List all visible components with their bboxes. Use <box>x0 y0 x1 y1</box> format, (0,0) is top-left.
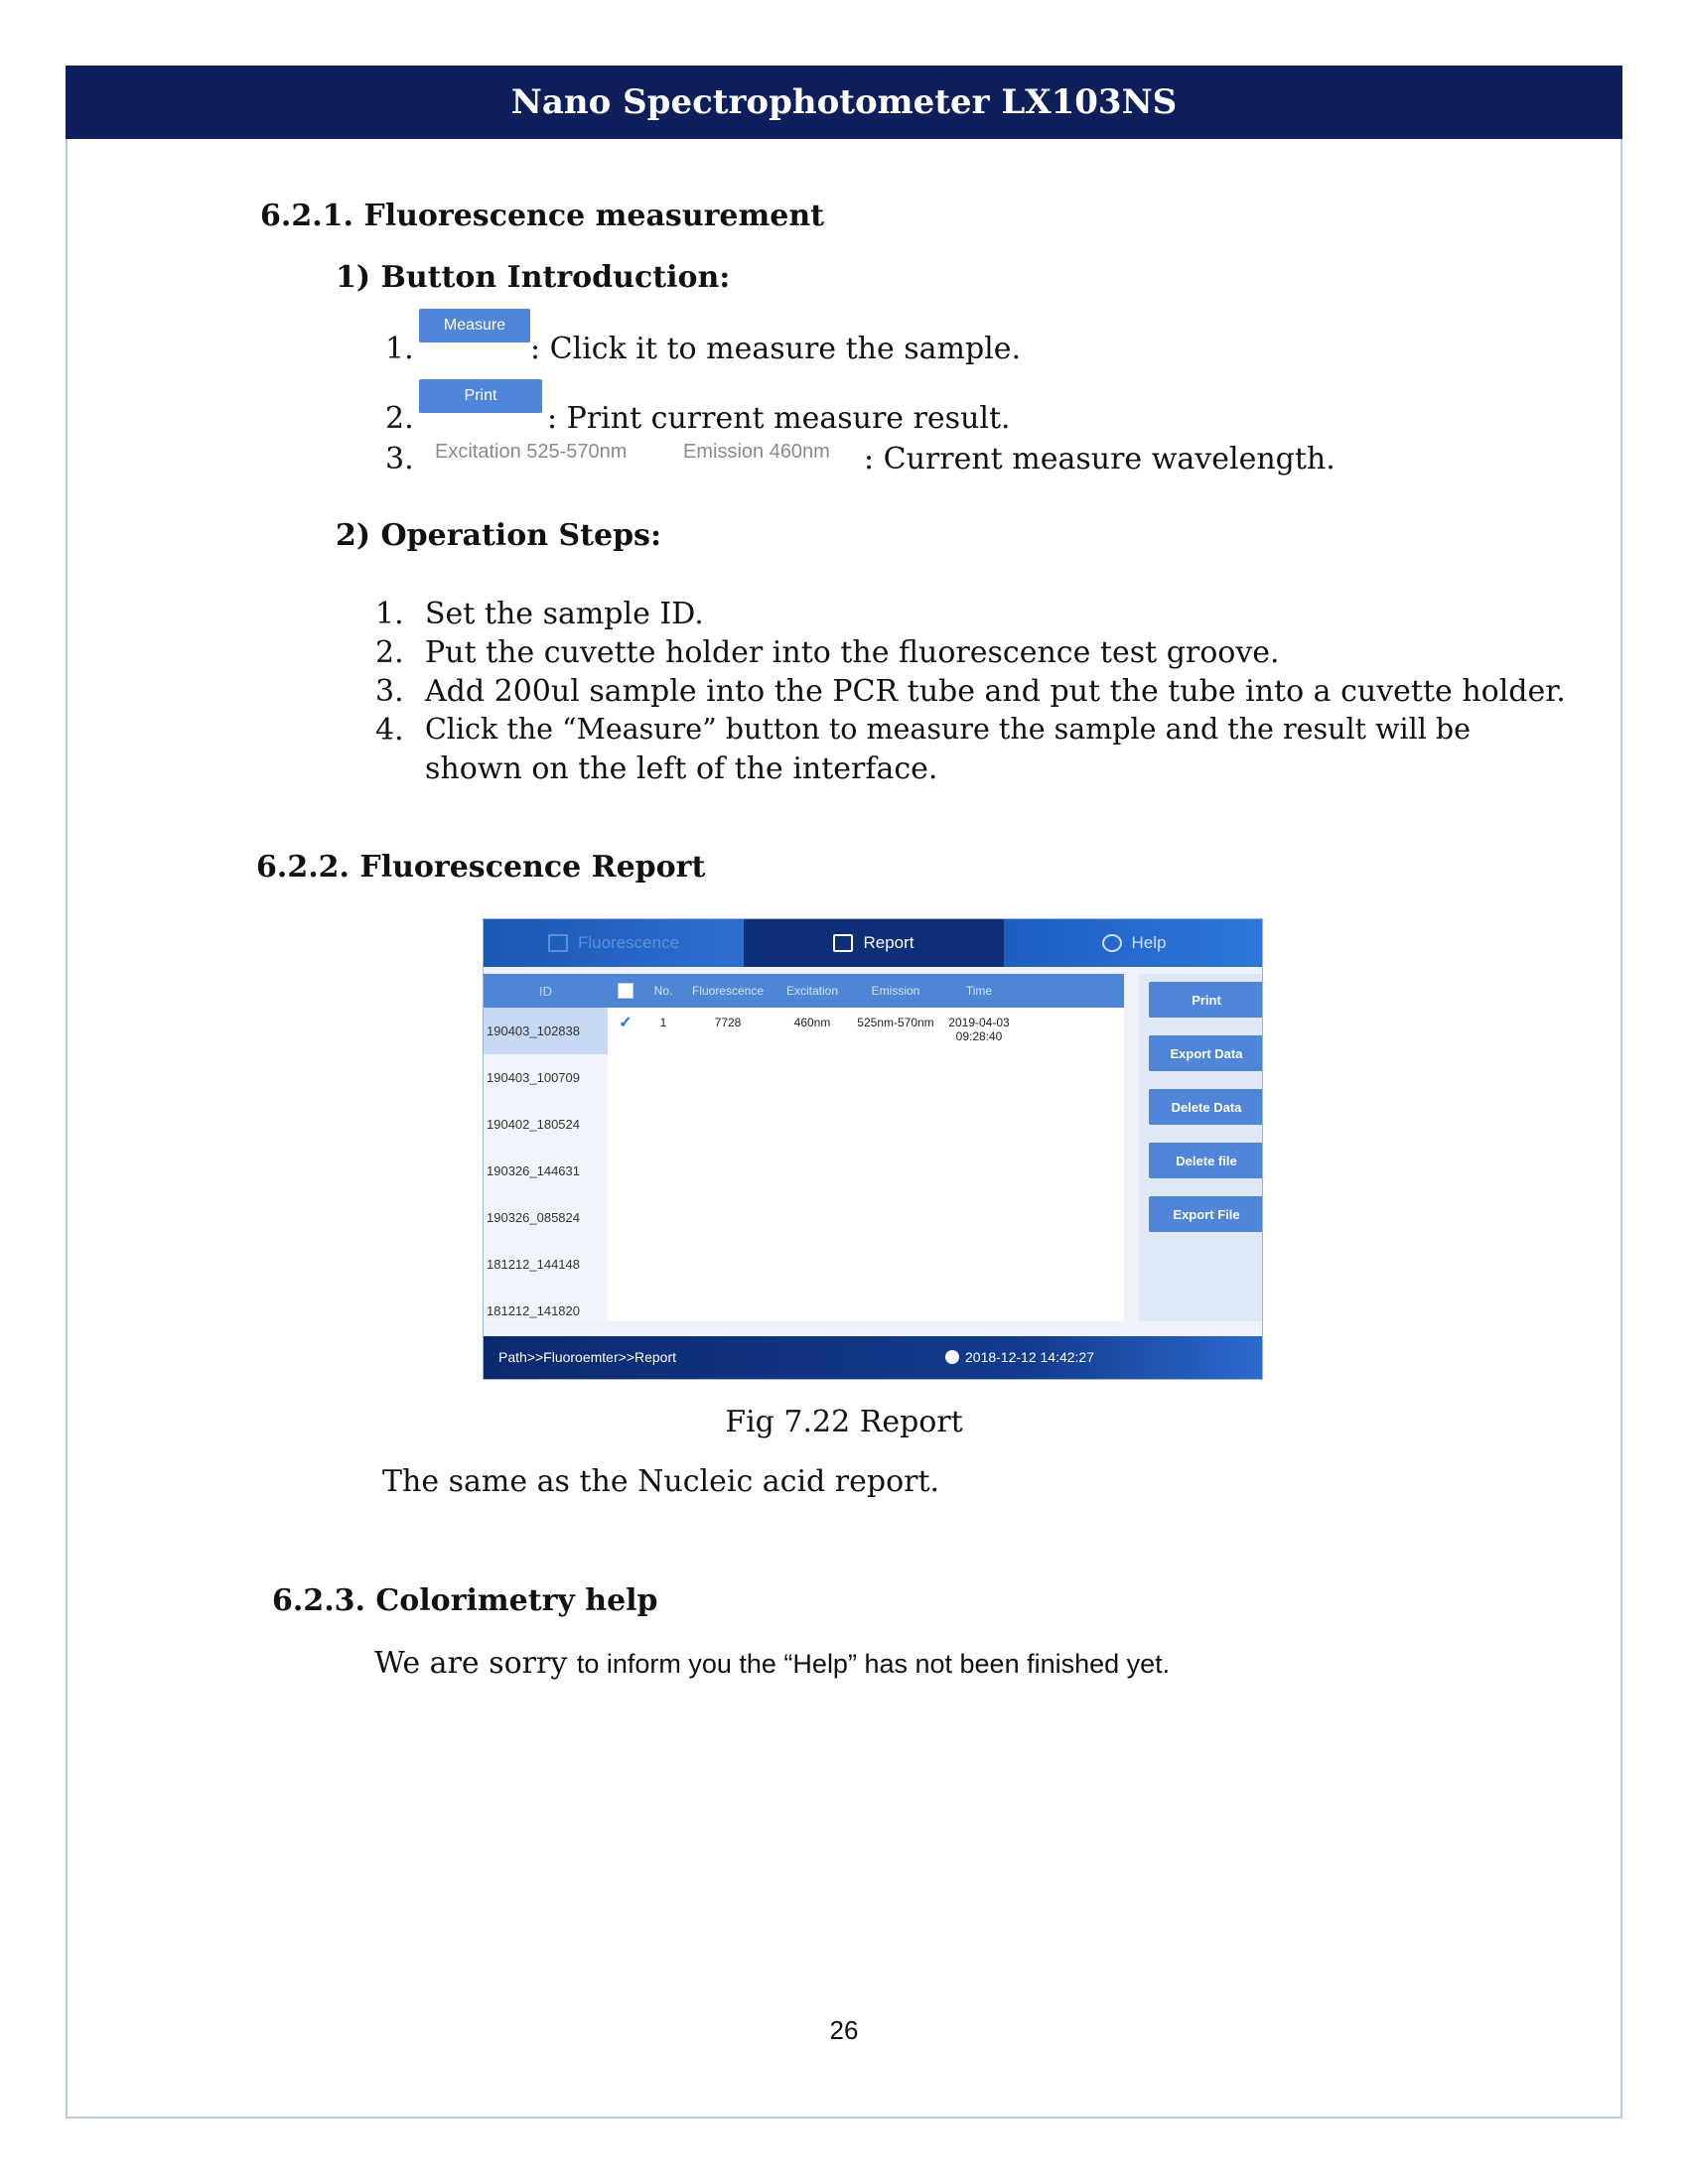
breadcrumb: Path>>Fluoroemter>>Report <box>498 1349 676 1365</box>
report-table <box>608 974 1124 1321</box>
fluorescence-icon <box>548 934 568 952</box>
emission-label: Emission 460nm <box>683 441 830 463</box>
item-text: : Current measure wavelength. <box>864 442 1336 477</box>
export-file-button: Export File <box>1149 1196 1263 1232</box>
id-item: 190403_100709 <box>487 1070 580 1085</box>
col-time: Time <box>965 984 993 998</box>
table-header <box>608 974 1124 1008</box>
step-text: Add 200ul sample into the PCR tube and put the tube into a cuvette holder. <box>425 674 1566 709</box>
item-text: : Print current measure result. <box>547 401 1011 436</box>
datetime-display: 2018-12-12 14:42:27 <box>945 1349 1094 1365</box>
page-number: 26 <box>829 2015 859 2045</box>
col-emission: Emission <box>871 984 920 998</box>
subheading-operation-steps: 2) Operation Steps: <box>336 518 662 553</box>
section-heading-621: 6.2.1. Fluorescence measurement <box>260 199 825 233</box>
select-all-checkbox <box>618 983 633 999</box>
tab-fluorescence: Fluorescence <box>484 919 744 967</box>
clock-icon <box>945 1350 959 1364</box>
print-button-image: Print <box>419 379 542 413</box>
info-icon <box>1102 934 1122 952</box>
id-header: ID <box>484 974 608 1008</box>
item-number: 2. <box>385 401 414 436</box>
id-item: 190326_085824 <box>487 1210 580 1225</box>
col-fluorescence: Fluorescence <box>691 984 765 998</box>
measure-button-image: Measure <box>419 309 530 342</box>
cell-no: 1 <box>659 1016 667 1029</box>
item-number: 3. <box>385 442 414 477</box>
cell-emission: 525nm-570nm <box>857 1016 934 1029</box>
excitation-label: Excitation 525-570nm <box>435 441 628 463</box>
report-icon <box>833 934 853 952</box>
screenshot-tabs <box>484 919 1263 967</box>
cell-excitation: 460nm <box>793 1016 831 1029</box>
cell-fluorescence: 7728 <box>714 1016 742 1029</box>
item-text: : Click it to measure the sample. <box>530 332 1022 366</box>
step-number: 1. <box>375 597 404 631</box>
id-item: 190402_180524 <box>487 1117 580 1132</box>
item-number: 1. <box>385 332 414 366</box>
step-number: 2. <box>375 635 404 670</box>
figure-caption: Fig 7.22 Report <box>725 1405 963 1439</box>
report-screenshot <box>483 918 1263 1380</box>
checkmark-icon: ✓ <box>619 1015 633 1031</box>
id-item: 181212_144148 <box>487 1257 580 1272</box>
id-item: 181212_141820 <box>487 1303 580 1318</box>
step-number: 4. <box>375 713 404 748</box>
col-excitation: Excitation <box>785 984 839 998</box>
tab-help: Help <box>1004 919 1263 967</box>
table-row <box>608 1008 1124 1051</box>
delete-file-button: Delete file <box>1149 1143 1263 1178</box>
status-bar <box>484 1336 1263 1380</box>
delete-data-button: Delete Data <box>1149 1089 1263 1125</box>
step-text: Set the sample ID. <box>425 597 704 631</box>
export-data-button: Export Data <box>1149 1035 1263 1071</box>
help-message: We are sorry to inform you the “Help” has not been finished yet. <box>374 1646 1171 1681</box>
cell-time: 2019-04-03 09:28:40 <box>948 1016 1010 1043</box>
section-heading-623: 6.2.3. Colorimetry help <box>272 1583 658 1618</box>
step-number: 3. <box>375 674 404 709</box>
id-item: 190326_144631 <box>487 1163 580 1178</box>
subheading-button-intro: 1) Button Introduction: <box>336 260 731 295</box>
report-note: The same as the Nucleic acid report. <box>382 1464 940 1499</box>
step-text-continued: shown on the left of the interface. <box>425 751 938 786</box>
section-heading-622: 6.2.2. Fluorescence Report <box>256 850 706 885</box>
step-text: Put the cuvette holder into the fluorescence test groove. <box>425 635 1280 670</box>
col-no: No. <box>653 984 673 998</box>
action-panel <box>1139 974 1263 1321</box>
id-list <box>484 974 608 1321</box>
document-header: Nano Spectrophotometer LX103NS <box>66 66 1622 139</box>
tab-report: Report <box>744 919 1004 967</box>
print-button: Print <box>1149 982 1263 1018</box>
id-item: 190403_102838 <box>484 1008 608 1054</box>
step-text: Click the “Measure” button to measure the sample and the result will be <box>425 713 1471 746</box>
